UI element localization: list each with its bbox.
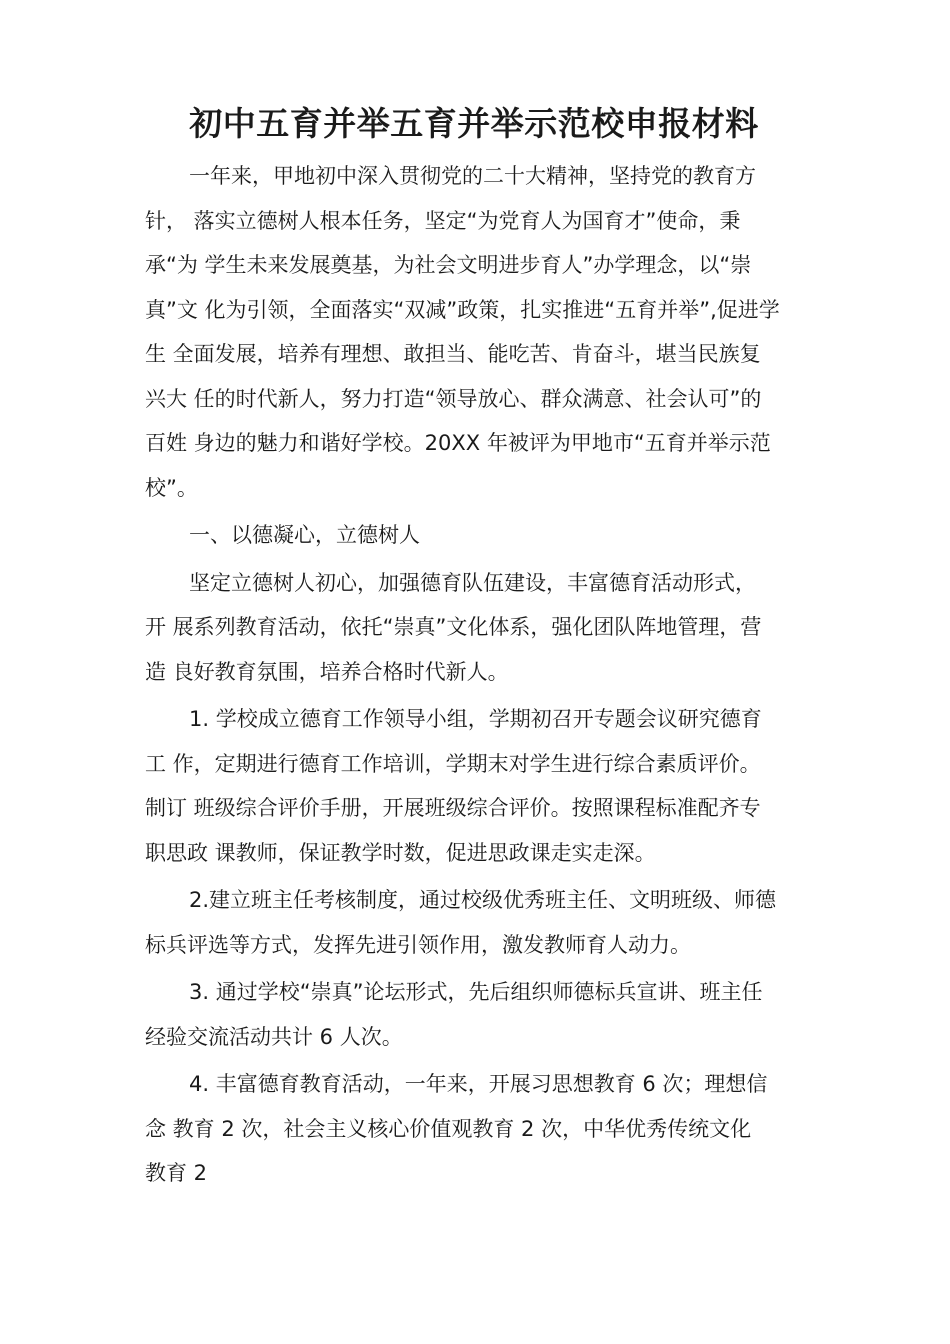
text-line: 念 教育 2 次，社会主义核心价值观教育 2 次，中华优秀传统文化 <box>145 1116 752 1141</box>
text-line: 真”文 化为引领，全面落实“双减”政策，扎实推进“五育并举”,促进学 <box>145 297 780 322</box>
text-line: 造 良好教育氛围，培养合格时代新人。 <box>145 659 509 684</box>
text-line: 工 作，定期进行德育工作培训，学期末对学生进行综合素质评价。 <box>145 751 761 776</box>
text-line: 3. 通过学校“崇真”论坛形式，先后组织师德标兵宣讲、班主任 <box>189 980 763 1004</box>
text-line: 2.建立班主任考核制度，通过校级优秀班主任、文明班级、师德 <box>189 888 777 912</box>
text-line: 开 展系列教育活动，依托“崇真”文化体系，强化团队阵地管理，营 <box>145 615 762 639</box>
text-line: 校”。 <box>145 475 198 500</box>
text-line: 1. 学校成立德育工作领导小组，学期初召开专题会议研究德育 <box>189 707 762 731</box>
text-line: 教育 2 <box>145 1161 208 1185</box>
item-4-paragraph <box>145 1062 815 1196</box>
text-line: 承“为 学生未来发展奠基，为社会文明进步育人”办学理念，以“崇 <box>145 253 752 277</box>
text-line: 经验交流活动共计 6 人次。 <box>145 1024 403 1049</box>
text-line: 针， 落实立德树人根本任务，坚定“为党育人为国育才”使命，秉 <box>145 208 741 233</box>
document-title: 初中五育并举五育并举示范校申报材料 <box>189 104 759 143</box>
text-line: 兴大 任的时代新人，努力打造“领导放心、群众满意、社会认可”的 <box>145 386 762 411</box>
item-1-paragraph <box>145 697 815 875</box>
text-line: 坚定立德树人初心，加强德育队伍建设，丰富德育活动形式， <box>189 570 756 595</box>
text-line: 4. 丰富德育教育活动，一年来，开展习思想教育 6 次；理想信 <box>189 1072 768 1096</box>
text-line: 一年来，甲地初中深入贯彻党的二十大精神，坚持党的教育方 <box>189 164 756 188</box>
intro-paragraph <box>145 154 815 510</box>
text-line: 标兵评选等方式，发挥先进引领作用，激发教师育人动力。 <box>145 932 691 957</box>
text-line: 制订 班级综合评价手册，开展班级综合评价。按照课程标准配齐专 <box>145 796 761 820</box>
text-line: 职思政 课教师，保证教学时数，促进思政课走实走深。 <box>145 840 656 865</box>
section-heading <box>145 513 815 558</box>
item-3-paragraph <box>145 970 815 1059</box>
document-page <box>145 96 815 1196</box>
text-line: 生 全面发展，培养有理想、敢担当、能吃苦、肯奋斗，堪当民族复 <box>145 342 761 366</box>
section1-heading: 一、以德凝心，立德树人 <box>189 523 420 547</box>
text-line: 百姓 身边的魅力和谐好学校。20XX 年被评为甲地市“五育并举示范 <box>145 431 771 455</box>
item-2-paragraph <box>145 878 815 967</box>
section1-intro-paragraph <box>145 561 815 695</box>
